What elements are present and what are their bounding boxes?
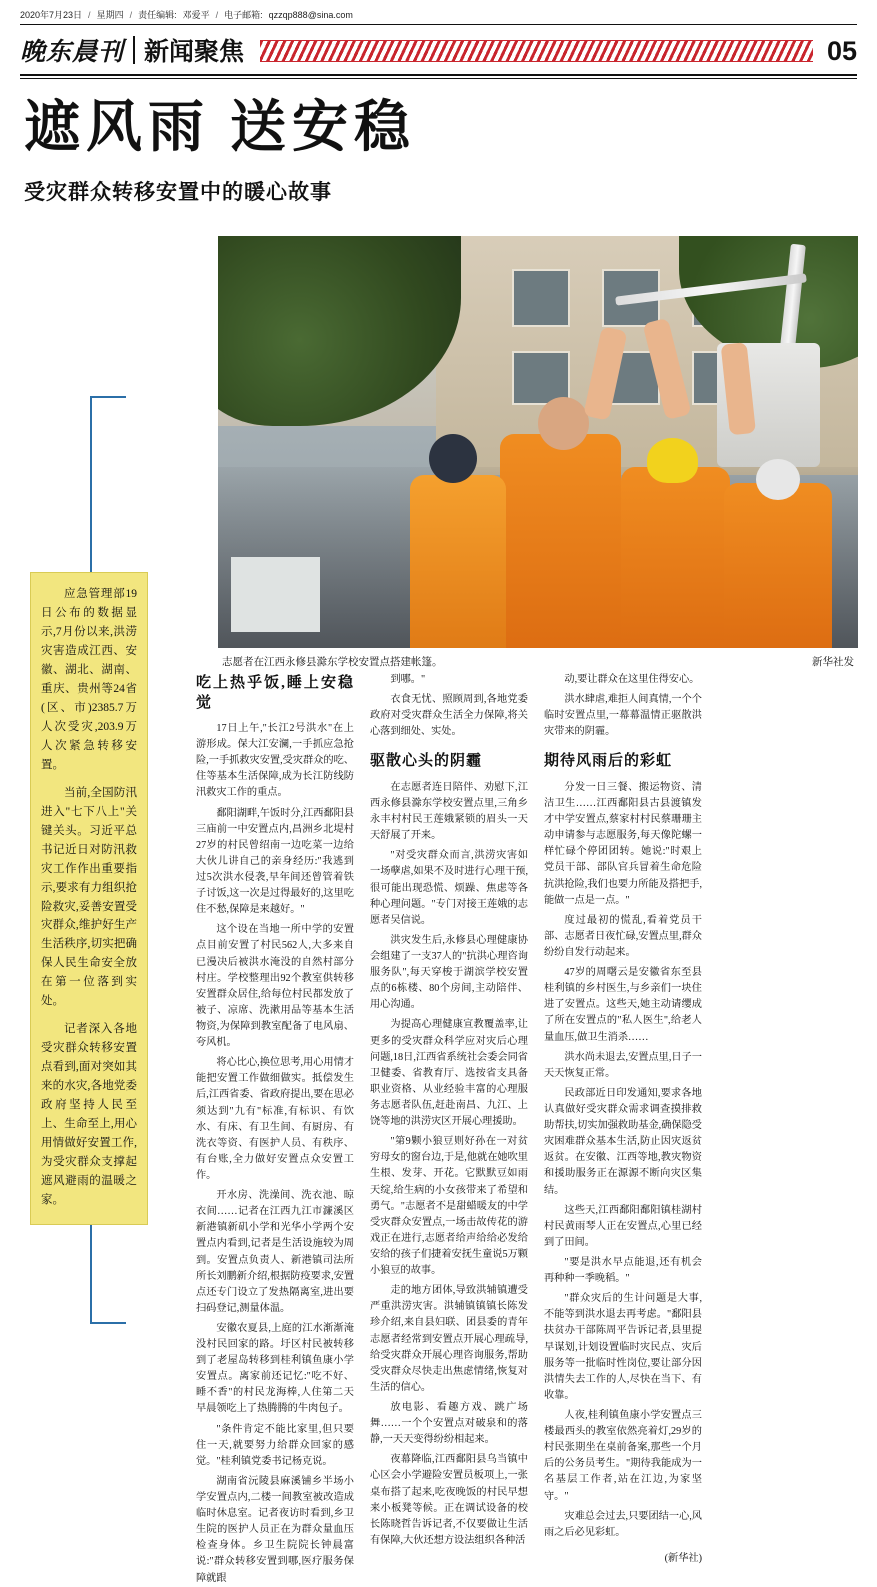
- article-paragraph: 为提高心理健康宣教覆盖率,让更多的受灾群众科学应对灾后心理问题,18日,江西省系统社会委会同省卫健委、省教育厅、选按省支具备职业资格、从业经验丰富的心理服务志愿者队伍,赶赴南昌、九江、上饶等地的洪涝灾区开展心理援助。: [370, 1019, 528, 1128]
- article-body: [196, 672, 862, 1584]
- article-paragraph: 17日上午,"长江2号洪水"在上游形成。保大江安澜,一手抓应急抢险,一手抓救灾安置,受灾群众的吃、住等基本生活保障,成为长江防线防汛救灾工作的重点。: [196, 723, 354, 799]
- article-column-3: [544, 672, 702, 1564]
- article-paragraph: 放电影、看趣方戏、跳广场舞……一个个安置点对破泉和的落静,一天天变得纷纷相起来。: [370, 1401, 528, 1446]
- photo-window: [512, 269, 570, 327]
- section-heading: 吃上热乎饭,睡上安稳觉: [196, 675, 354, 711]
- masthead-rule-thick: [20, 74, 857, 76]
- article-paragraph: 动,要让群众在这里住得安心。: [564, 674, 700, 685]
- sidebar-highlight: [30, 572, 148, 1225]
- section-heading: 驱散心头的阴霾: [370, 753, 483, 770]
- meta-separator-2: /: [129, 9, 133, 20]
- article-paragraph: "要是洪水早点能退,还有机会再种种一季晚稻。": [544, 1257, 702, 1285]
- page-number: 05: [826, 36, 857, 66]
- paper-name: 晚东晨刊: [20, 39, 125, 66]
- page-meta-bar: [18, 0, 859, 24]
- photo-person-head: [756, 459, 801, 500]
- article-paragraph: 洪水尚未退去,安置点里,日子一天天恢复正常。: [544, 1051, 702, 1079]
- sidebar-highlight-box: [30, 572, 148, 1225]
- photo-volunteer-vest: [410, 475, 506, 648]
- photo-person-head: [538, 397, 589, 451]
- publication-weekday: 星期四: [96, 10, 124, 20]
- article-paragraph: 洪水肆虐,难拒人间真情,一个个临时安置点里,一幕幕温情正驱散洪灾带来的阴霾。: [544, 694, 702, 738]
- article-paragraph: 湖南省沅陵县麻溪铺乡半场小学安置点内,二楼一间教室被改造成临时休息室。记者夜访时看到,乡卫生院的医护人员正在为群众量血压检查身体。乡卫生院院长钟晨富说:"群众转移安置到哪,医疗服务保障就跟: [196, 1475, 354, 1584]
- article-column-1: [196, 672, 354, 1584]
- article-paragraph: 47岁的周曙云是安徽省东至县桂利镇的乡村医生,与乡亲们一块住进了安置点。这些天,她主动请缨成了所在安置点的"私人医生",给老人量血压,做卫生消杀……: [544, 967, 702, 1043]
- photo-caption-row: [218, 654, 858, 669]
- article-signoff: (新华社): [664, 1552, 702, 1564]
- article-paragraph: 到哪。": [390, 674, 426, 685]
- article-paragraph: 安徽农夏县,上庭的江水渐渐淹没村民回家的路。圩区村民被转移到了老屋岛转移到桂利镇鱼康小学安置点。离家前还记忆:"吃不好、睡不香"的村民龙海棒,人住第二天早晨领吃上了热腾腾的牛肉包子。: [196, 1322, 354, 1415]
- article-paragraph: 鄱阳湖畔,午饭时分,江西鄱阳县三庙前一中安置点内,昌洲乡北堤村27岁的村民曾绍南一边吃菜一边给大伙儿讲自己的亲身经历:"我逃到过5次洪水侵袭,早年间还曾管着铁子讨饭,这一次是过得最好的,这里吃住不愁,保障是来越好。": [196, 807, 354, 916]
- article-paragraph: 民政部近日印发通知,要求各地认真做好受灾群众需求调查摸排救助帮扶,切实加强救助基金,确保隐受灾困难群众基本生活,防止因灾返贫返贫。在安徽、江西等地,教灾物资和援助服务正在源源不断向灾区集结。: [544, 1087, 702, 1196]
- page-subtitle: 受灾群众转移安置中的暖心故事: [24, 179, 332, 204]
- article-paragraph: "对受灾群众而言,洪涝灾害如一场孽虐,如果不及时进行心理干预,很可能出现恐慌、烦躁、焦虑等各种心理问题。"专门对接王莲娥的志愿者吴信说。: [370, 850, 528, 926]
- photo-water-bottles: [231, 557, 321, 631]
- article-paragraph: 洪灾发生后,永修县心理健康协会组建了一支37人的"抗洪心理咨询服务队",每天穿梭于湖滨学校安置点的6栋楼、80个房间,主动陪伴、用心沟通。: [370, 934, 528, 1011]
- meta-separator-1: /: [88, 9, 91, 20]
- sidebar-paragraph: 应急管理部19日公布的数据显示,7月份以来,洪涝灾害造成江西、安徽、湖北、湖南、重庆、贵州等24省(区、市)2385.7万人次受灾,203.9万人次紧急转移安置。: [41, 588, 137, 771]
- article-paragraph: "条件肯定不能比家里,但只要住一天,就要努力给群众回家的感觉。"桂利镇党委书记杨克说。: [196, 1423, 354, 1467]
- article-paragraph: "第9颗小狼豆则好孙在一对贫穷母女的窗台边,于是,他就在她吹里生根、发芽、开花。它默默豆如雨天绽,给生病的小女孩带来了希望和勇气。"志愿者不是甜蜡暖友的中学受灾群众安置点,一场击故传花的游戏正在进行,志愿者给声给给必发给安给的孩子们捷着安抚生童说5万颗小狼豆的故事。: [370, 1136, 528, 1277]
- article-paragraph: 在志愿者连日陪伴、劝慰下,江西永修县滁东学校安置点里,三角乡永丰村村民王莲娥紧锁的眉头一天天舒展了开来。: [370, 781, 528, 842]
- photo-caption: 志愿者在江西永修县滁东学校安置点搭建帐篷。: [222, 657, 443, 668]
- lead-photo-area: [218, 236, 858, 668]
- photo-person-cap: [429, 434, 477, 483]
- decorative-hatch-band: [260, 40, 813, 62]
- section-name: 新闻聚焦: [144, 39, 245, 66]
- page-title: 遮风雨 送安稳: [24, 97, 416, 159]
- photo-credit: 新华社发: [812, 657, 854, 668]
- editor-label: 责任编辑:: [138, 10, 177, 20]
- article-paragraph: 分发一日三餐、搬运物资、清洁卫生……江西鄱阳县古县渡镇发才中学安置点,蔡家村村民蔡珊珊主动申请参与志愿服务,每天像陀螺一样忙碌个停团团转。她说:"时艰上党员干部、部队官兵冒着生命危险抗洪抢险,我们也要力所能及搭把手,能做一点是一点。": [544, 781, 702, 906]
- meta-separator-3: /: [215, 9, 219, 20]
- editor-name: 邓爱平: [182, 10, 210, 20]
- masthead-divider: [133, 36, 135, 64]
- section-heading: 期待风雨后的彩虹: [544, 753, 673, 770]
- article-paragraph: "群众灾后的生计问题是大事,不能等到洪水退去再考虑。"鄱阳县扶贫办干部陈周平告诉记者,县里提早谋划,计划设置临时灾民点、灾后服务等一批临时性岗位,要让部分因洪情失去工作的人,尽快在当下、有收靠。: [544, 1293, 702, 1401]
- article-paragraph: 走的地方团体,导致洪辅镇遭受严重洪涝灾害。洪辅镇镇镇长陈发珍介绍,来自县妇联、团县委的青年志愿者经常到安置点开展心理疏导,给受灾群众开展心理咨询服务,帮助受灾群众尽快走出焦虑情绪,恢复对生活的信心。: [370, 1285, 528, 1393]
- photo-volunteer-vest: [500, 434, 622, 648]
- sidebar-paragraph: 当前,全国防汛进入"七下八上"关键关头。习近平总书记近日对防汛救灾工作作出重要指示,要求有力组织抢险救灾,妥善安置受灾群众,维护好生产生活秩序,切实把确保人民生命安全放在第一位落到实处。: [41, 786, 137, 1008]
- editor-email: qzzqp888@sina.com: [268, 9, 353, 20]
- article-paragraph: 衣食无忧、照顾周到,各地党委政府对受灾群众生活全力保障,将关心落到细处、实处。: [370, 694, 528, 738]
- article-paragraph: 夜幕降临,江西鄱阳县乌当镇中心区会小学避险安置员板项上,一张桌布搭了起来,吃夜晚饭的村民早想来小板凳等候。正在调试设备的校长陈晓哲告诉记者,不仅要做让生活有保障,大伙还想方设法组织各种活: [370, 1454, 528, 1546]
- email-label: 电子邮箱:: [224, 10, 263, 20]
- article-paragraph: 人夜,桂利镇鱼康小学安置点三楼最西头的教室依然亮着灯,29岁的村民张期坐在桌前备案,那些一个月后的公务员考生。"期待我能成为一名基层工作者,站在江边,为家坚守。": [544, 1409, 702, 1502]
- headline-block: [18, 79, 859, 206]
- article-paragraph: 这个设在当地一所中学的安置点目前安置了村民562人,大多来自已漫决后被洪水淹没的自然村部分村庄。学校整理出92个教室供转移安置群众居住,给每位村民都发放了被子、凉席、洗漱用品等基本生活物资,为保障到教室配备了电风扇、夸风机。: [196, 924, 354, 1049]
- article-paragraph: 这些天,江西鄱阳鄱阳镇桂湖村村民黄雨琴人正在安置点,心里已经到了田间。: [544, 1204, 702, 1248]
- article-paragraph: 将心比心,换位思考,用心用情才能把安置工作做细做实。抵偿发生后,江西省委、省政府提出,要在思必须达到"九有"标准,有标识、有饮水、有床、有卫生间、有厨房、有洗衣等资、有医护人员、有秩序、有台账,全力做好安置点众安置工作。: [196, 1057, 354, 1181]
- lead-photo: [218, 236, 858, 648]
- photo-volunteer-vest: [621, 467, 730, 648]
- photo-volunteer-vest: [724, 483, 833, 648]
- article-paragraph: 度过最初的慌乱,看着党员干部、志愿者日夜忙碌,安置点里,群众纷纷自发行动起来。: [544, 914, 702, 959]
- publication-date: 2020年7月23日: [20, 10, 83, 20]
- sidebar-paragraph: 记者深入各地受灾群众转移安置点看到,面对突如其来的水灾,各地党委政府坚持人民至上、生命至上,用心用情做好安置工作,为受灾群众支撑起遮风避雨的温暖之家。: [41, 1023, 137, 1207]
- article-paragraph: 开水房、洗澡间、洗衣池、晾衣间……记者在江西九江市濂溪区新港镇新矶小学和光华小学两个安置点内看到,记者是生活设施较为周到。安置点负责人、新港镇司法所所长刘鹏新介绍,根据防疫要求,安置点还专门设立了发热隔离室,进出要扫码登记,测量体温。: [196, 1190, 354, 1314]
- article-paragraph: 灾难总会过去,只要团结一心,风雨之后必见彩虹。: [544, 1510, 702, 1538]
- article-column-2: [370, 672, 528, 1546]
- masthead: [18, 25, 859, 69]
- photo-person-yellow-cap: [647, 438, 698, 483]
